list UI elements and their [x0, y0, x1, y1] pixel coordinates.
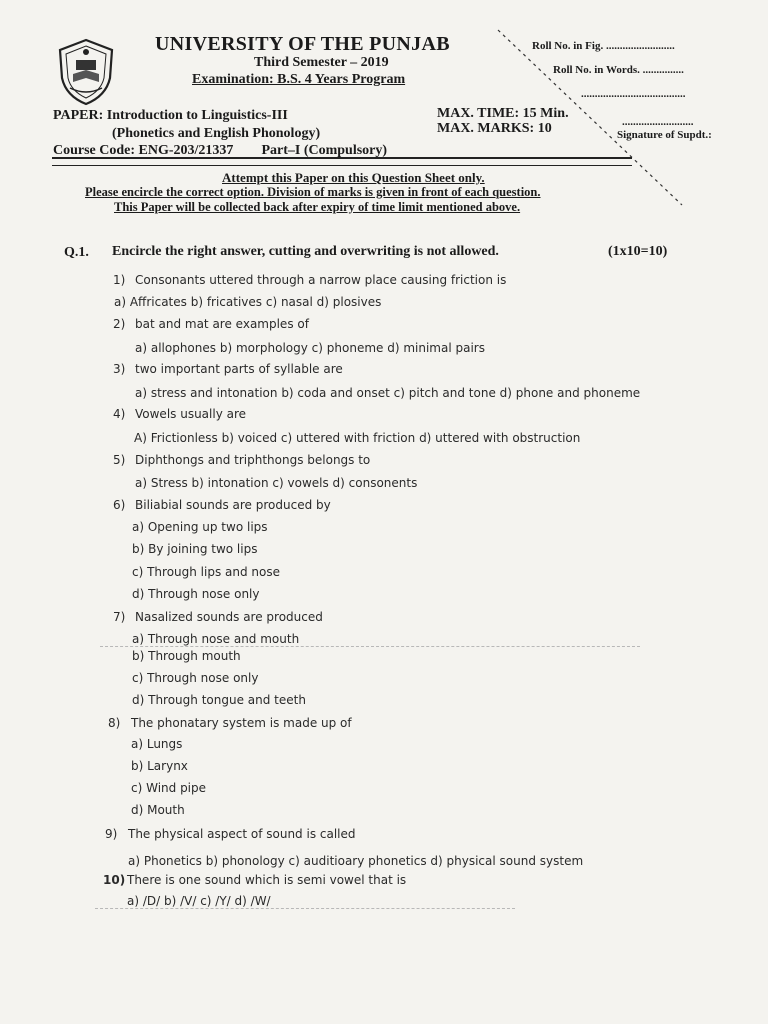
item-8-option-d[interactable]: d) Mouth — [131, 803, 185, 817]
item-10-text: There is one sound which is semi vowel that is — [127, 873, 407, 887]
course-code: Course Code: ENG-203/21337 — [53, 143, 234, 158]
scan-artifact-line — [100, 646, 640, 647]
examination: Examination: B.S. 4 Years Program — [192, 72, 406, 87]
instruction-1: Attempt this Paper on this Question Sheet only. — [222, 170, 485, 185]
item-3-text: two important parts of syllable are — [135, 362, 343, 376]
item-7-option-a[interactable]: a) Through nose and mouth — [132, 632, 300, 646]
header-divider — [52, 157, 632, 166]
item-7-number: 7) — [113, 610, 126, 624]
signature-label: Signature of Supdt.: — [617, 129, 712, 141]
item-10-number: 10) — [103, 873, 126, 887]
item-2-number: 2) — [113, 317, 126, 331]
item-8-option-b[interactable]: b) Larynx — [131, 759, 188, 773]
item-6-number: 6) — [113, 498, 126, 512]
item-8-number: 8) — [108, 716, 121, 730]
roll-no-figure-field[interactable]: Roll No. in Fig. ......................... — [532, 40, 675, 52]
item-6-option-c[interactable]: c) Through lips and nose — [132, 565, 281, 579]
item-4-options[interactable]: A) Frictionless b) voiced c) uttered with friction d) uttered with obstruction — [134, 431, 581, 445]
roll-no-words-continuation[interactable]: ...................................... — [581, 88, 686, 100]
item-4-text: Vowels usually are — [135, 407, 247, 421]
max-time: MAX. TIME: 15 Min. — [437, 106, 569, 121]
university-title: UNIVERSITY OF THE PUNJAB — [155, 33, 450, 55]
item-10-options[interactable]: a) /D/ b) /V/ c) /Y/ d) /W/ — [127, 894, 271, 908]
item-1-options[interactable]: a) Affricates b) fricatives c) nasal d) plosives — [114, 295, 382, 309]
cut-line — [0, 0, 768, 260]
item-4-number: 4) — [113, 407, 126, 421]
item-6-option-a[interactable]: a) Opening up two lips — [132, 520, 268, 534]
paper-title: PAPER: Introduction to Linguistics-III — [53, 108, 288, 123]
question-marks: (1x10=10) — [608, 244, 668, 259]
item-6-option-b[interactable]: b) By joining two lips — [132, 542, 258, 556]
item-2-options[interactable]: a) allophones b) morphology c) phoneme d) minimal pairs — [135, 341, 485, 355]
question-text: Encircle the right answer, cutting and overwriting is not allowed. — [112, 244, 499, 259]
item-1-number: 1) — [113, 273, 126, 287]
signature-line[interactable]: .......................... — [622, 116, 694, 128]
item-9-number: 9) — [105, 827, 118, 841]
item-8-text: The phonatary system is made up of — [131, 716, 352, 730]
paper-subtitle: (Phonetics and English Phonology) — [112, 126, 321, 141]
max-marks: MAX. MARKS: 10 — [437, 121, 552, 136]
instruction-3: This Paper will be collected back after expiry of time limit mentioned above. — [114, 200, 521, 214]
item-2-text: bat and mat are examples of — [135, 317, 309, 331]
roll-no-words-field[interactable]: Roll No. in Words. ............... — [553, 64, 684, 76]
item-6-option-d[interactable]: d) Through nose only — [132, 587, 260, 601]
question-number: Q.1. — [64, 245, 89, 260]
item-1-text: Consonants uttered through a narrow place causing friction is — [135, 273, 507, 287]
scan-artifact-line — [95, 908, 515, 909]
item-8-option-a[interactable]: a) Lungs — [131, 737, 183, 751]
item-7-option-d[interactable]: d) Through tongue and teeth — [132, 693, 306, 707]
item-5-options[interactable]: a) Stress b) intonation c) vowels d) consonents — [135, 476, 418, 490]
item-5-number: 5) — [113, 453, 126, 467]
item-3-options[interactable]: a) stress and intonation b) coda and onset c) pitch and tone d) phone and phoneme — [135, 386, 641, 400]
item-9-text: The physical aspect of sound is called — [128, 827, 356, 841]
instruction-2: Please encircle the correct option. Division of marks is given in front of each question. — [85, 185, 541, 199]
item-7-option-b[interactable]: b) Through mouth — [132, 649, 241, 663]
item-9-options[interactable]: a) Phonetics b) phonology c) auditioary phonetics d) physical sound system — [128, 854, 584, 868]
item-5-text: Diphthongs and triphthongs belongs to — [135, 453, 371, 467]
part-label: Part–I (Compulsory) — [261, 143, 388, 158]
item-7-text: Nasalized sounds are produced — [135, 610, 323, 624]
item-6-text: Biliabial sounds are produced by — [135, 498, 331, 512]
semester: Third Semester – 2019 — [254, 55, 389, 70]
item-7-option-c[interactable]: c) Through nose only — [132, 671, 259, 685]
item-8-option-c[interactable]: c) Wind pipe — [131, 781, 207, 795]
item-3-number: 3) — [113, 362, 126, 376]
